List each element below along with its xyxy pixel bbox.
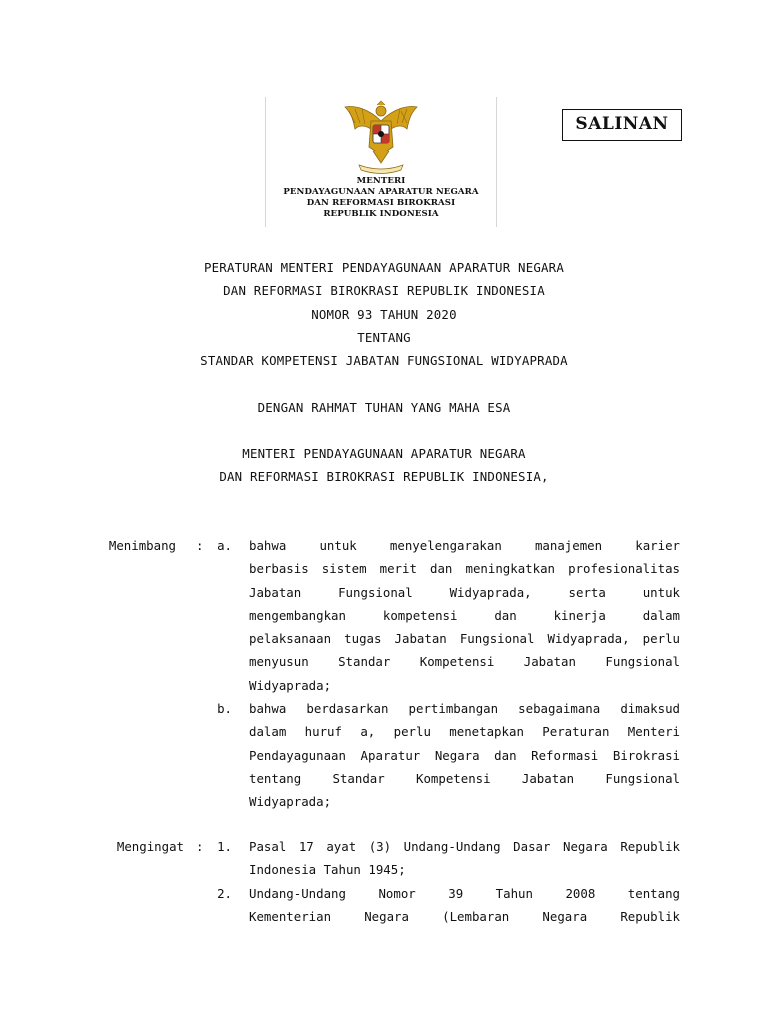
regulation-title — [0, 256, 768, 372]
item-text — [249, 697, 680, 813]
ministry-name — [266, 176, 496, 220]
invocation: DENGAN RAHMAT TUHAN YANG MAHA ESA — [257, 400, 511, 415]
letterhead — [265, 97, 497, 227]
text-line: Pendayagunaan Aparatur Negara dan Reformasi Birokrasi — [249, 747, 680, 763]
menimbang-section — [0, 534, 768, 814]
item-marker: 2. — [217, 885, 232, 901]
salinan-stamp: SALINAN — [562, 109, 682, 141]
mengingat-item-1 — [0, 835, 768, 882]
text-line: dalam huruf a, perlu menetapkan Peraturan Menteri — [249, 724, 680, 740]
text-line: bahwa berdasarkan pertimbangan sebagaimana dimaksud — [249, 701, 680, 717]
text-line: berbasis sistem merit dan meningkatkan profesionalitas — [249, 561, 680, 577]
item-marker: 1. — [217, 839, 232, 854]
item-marker: b. — [217, 701, 232, 717]
section-label: Mengingat — [116, 839, 184, 854]
text-line: Pasal 17 ayat (3) Undang-Undang Dasar Negara Republik — [249, 839, 680, 854]
text-line: Jabatan Fungsional Widyaprada, serta untuk — [249, 584, 680, 600]
ministry-line: DAN REFORMASI BIROKRASI — [306, 198, 456, 208]
title-line: TENTANG — [357, 329, 411, 345]
title-line: STANDAR KOMPETENSI JABATAN FUNGSIONAL WIDYAPRADA — [200, 353, 568, 369]
mengingat-item-2 — [0, 882, 768, 929]
ministry-line: PENDAYAGUNAAN APARATUR NEGARA — [283, 187, 479, 197]
issuer-line: MENTERI PENDAYAGUNAAN APARATUR NEGARA — [242, 446, 526, 461]
text-line: tentang Standar Kompetensi Jabatan Fungsional — [249, 770, 680, 786]
issuer — [0, 442, 768, 489]
section-colon: : — [196, 538, 204, 553]
item-text — [249, 882, 680, 929]
menimbang-item-a — [0, 534, 768, 697]
issuer-line: DAN REFORMASI BIROKRASI REPUBLIK INDONESIA, — [219, 469, 549, 485]
item-text — [249, 534, 680, 697]
text-line: mengembangkan kompetensi dan kinerja dalam — [249, 607, 680, 623]
item-text — [249, 835, 680, 882]
menimbang-item-b — [0, 697, 768, 813]
item-marker: a. — [217, 538, 232, 553]
ministry-line: MENTERI — [356, 176, 406, 186]
title-line: PERATURAN MENTERI PENDAYAGUNAAN APARATUR NEGARA — [203, 260, 564, 275]
text-line: pelaksanaan tugas Jabatan Fungsional Widyaprada, perlu — [249, 631, 680, 647]
ministry-line: REPUBLIK INDONESIA — [323, 209, 439, 219]
section-colon: : — [196, 839, 204, 854]
text-line: Undang-Undang Nomor 39 Tahun 2008 tentang — [249, 885, 680, 901]
mengingat-section — [0, 835, 768, 928]
text-line: Widyaprada; — [249, 794, 332, 810]
text-line: bahwa untuk menyelengarakan manajemen karier — [249, 538, 680, 553]
title-line: DAN REFORMASI BIROKRASI REPUBLIK INDONESIA — [223, 283, 545, 299]
title-line: NOMOR 93 TAHUN 2020 — [311, 306, 457, 322]
section-label: Menimbang — [108, 538, 176, 553]
text-line: Kementerian Negara (Lembaran Negara Republik — [249, 908, 680, 924]
garuda-emblem-icon — [341, 99, 421, 175]
text-line: Widyaprada; — [249, 677, 332, 693]
text-line: menyusun Standar Kompetensi Jabatan Fungsional — [249, 654, 680, 670]
text-line: Indonesia Tahun 1945; — [249, 862, 406, 878]
